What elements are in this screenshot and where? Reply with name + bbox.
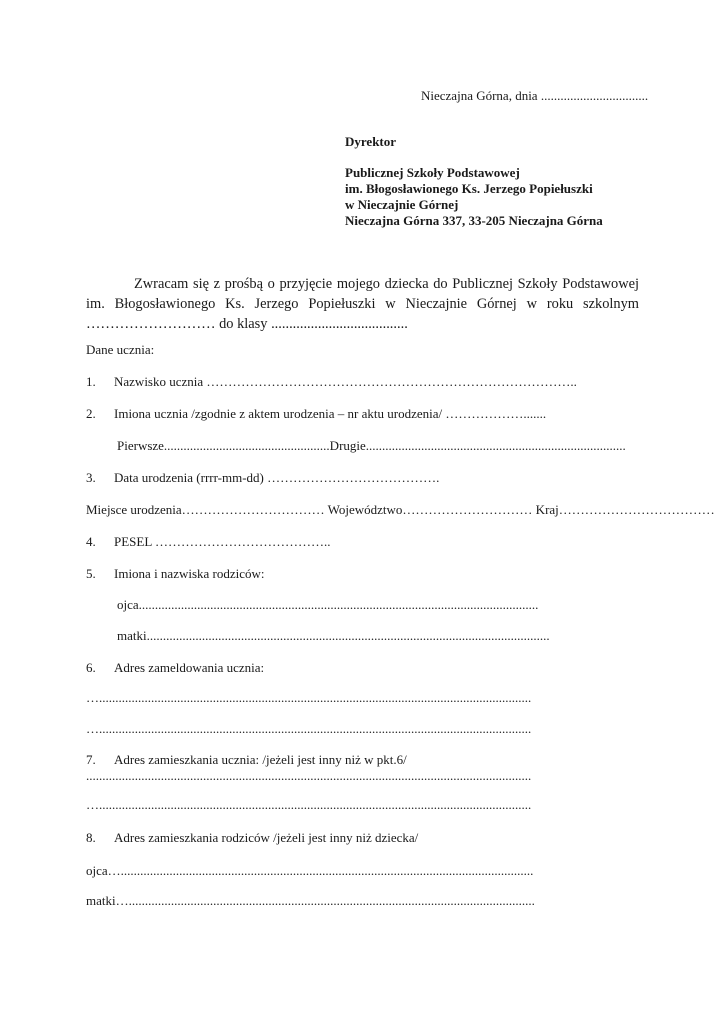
pesel-field[interactable]: PESEL ………………………………….. [114,534,331,549]
residence-address-label: Adres zamieszkania ucznia: /jeżeli jest inny niż w pkt.6/ [114,752,407,767]
father-address-field[interactable]: ojca…............................................................................................................................... [86,863,534,878]
mother-address-field[interactable]: matki…............................................................................................................................. [86,893,535,908]
request-text: Zwracam się z prośbą o przyjęcie mojego dziecka do Publicznej Szkoły Podstawowej im. Błogosławionego Ks. Jerzego Popiełuszki w Nieczajnie Górnej w roku szkolnym ……………………… do klasy ...................................... [86,276,639,332]
residence-address-line-1[interactable]: ......................................................................................................................................... [86,768,532,783]
birth-date-field[interactable]: Data urodzenia (rrrr-mm-dd) …………………………………. [114,470,440,485]
item-number: 1. [86,374,96,389]
item-number: 5. [86,566,96,581]
birth-place-field[interactable]: Miejsce urodzenia…………………………… Województwo………………………… Kraj……………………………… [86,502,715,517]
item-number: 4. [86,534,96,549]
date-line: Nieczajna Górna, dnia ................................. [421,88,649,103]
item-3 [86,470,439,486]
item-number: 6. [86,660,96,675]
item-5 [86,566,265,582]
parents-address-label: Adres zamieszkania rodziców /jeżeli jest inny niż dziecka/ [114,830,419,845]
residence-address-line-2[interactable]: …..................................................................................................................................... [86,797,532,812]
addressee-patron: im. Błogosławionego Ks. Jerzego Popiełuszki [345,181,593,196]
item-7 [86,752,407,768]
father-name-field[interactable]: ojca........................................................................................................................... [117,597,539,612]
item-2 [86,406,546,422]
item-1 [86,374,577,390]
section-title: Dane ucznia: [86,342,155,357]
registered-address-line-2[interactable]: …..................................................................................................................................... [86,721,532,736]
item-number: 2. [86,406,96,421]
addressee-role: Dyrektor [345,134,397,149]
item-number: 3. [86,470,96,485]
registered-address-line-1[interactable]: …..................................................................................................................................... [86,690,532,705]
addressee-address: Nieczajna Górna 337, 33-205 Nieczajna Górna [345,213,603,228]
parents-label: Imiona i nazwiska rodziców: [114,566,265,581]
first-second-name-field[interactable]: Pierwsze...................................................Drugie................................................................................ [117,438,626,453]
item-8 [86,830,418,846]
addressee-location: w Nieczajnie Górnej [345,197,459,212]
item-number: 8. [86,830,96,845]
item-number: 7. [86,752,96,767]
addressee-school: Publicznej Szkoły Podstawowej [345,165,520,180]
mother-name-field[interactable]: matki............................................................................................................................ [117,628,550,643]
item-4 [86,534,331,550]
item-6 [86,660,264,676]
surname-field[interactable]: Nazwisko ucznia ………………………………………………………………………….. [114,374,577,389]
request-paragraph [86,274,639,334]
first-names-field[interactable]: Imiona ucznia /zgodnie z aktem urodzenia – nr aktu urodzenia/ ………………....... [114,406,547,421]
registered-address-label: Adres zameldowania ucznia: [114,660,265,675]
